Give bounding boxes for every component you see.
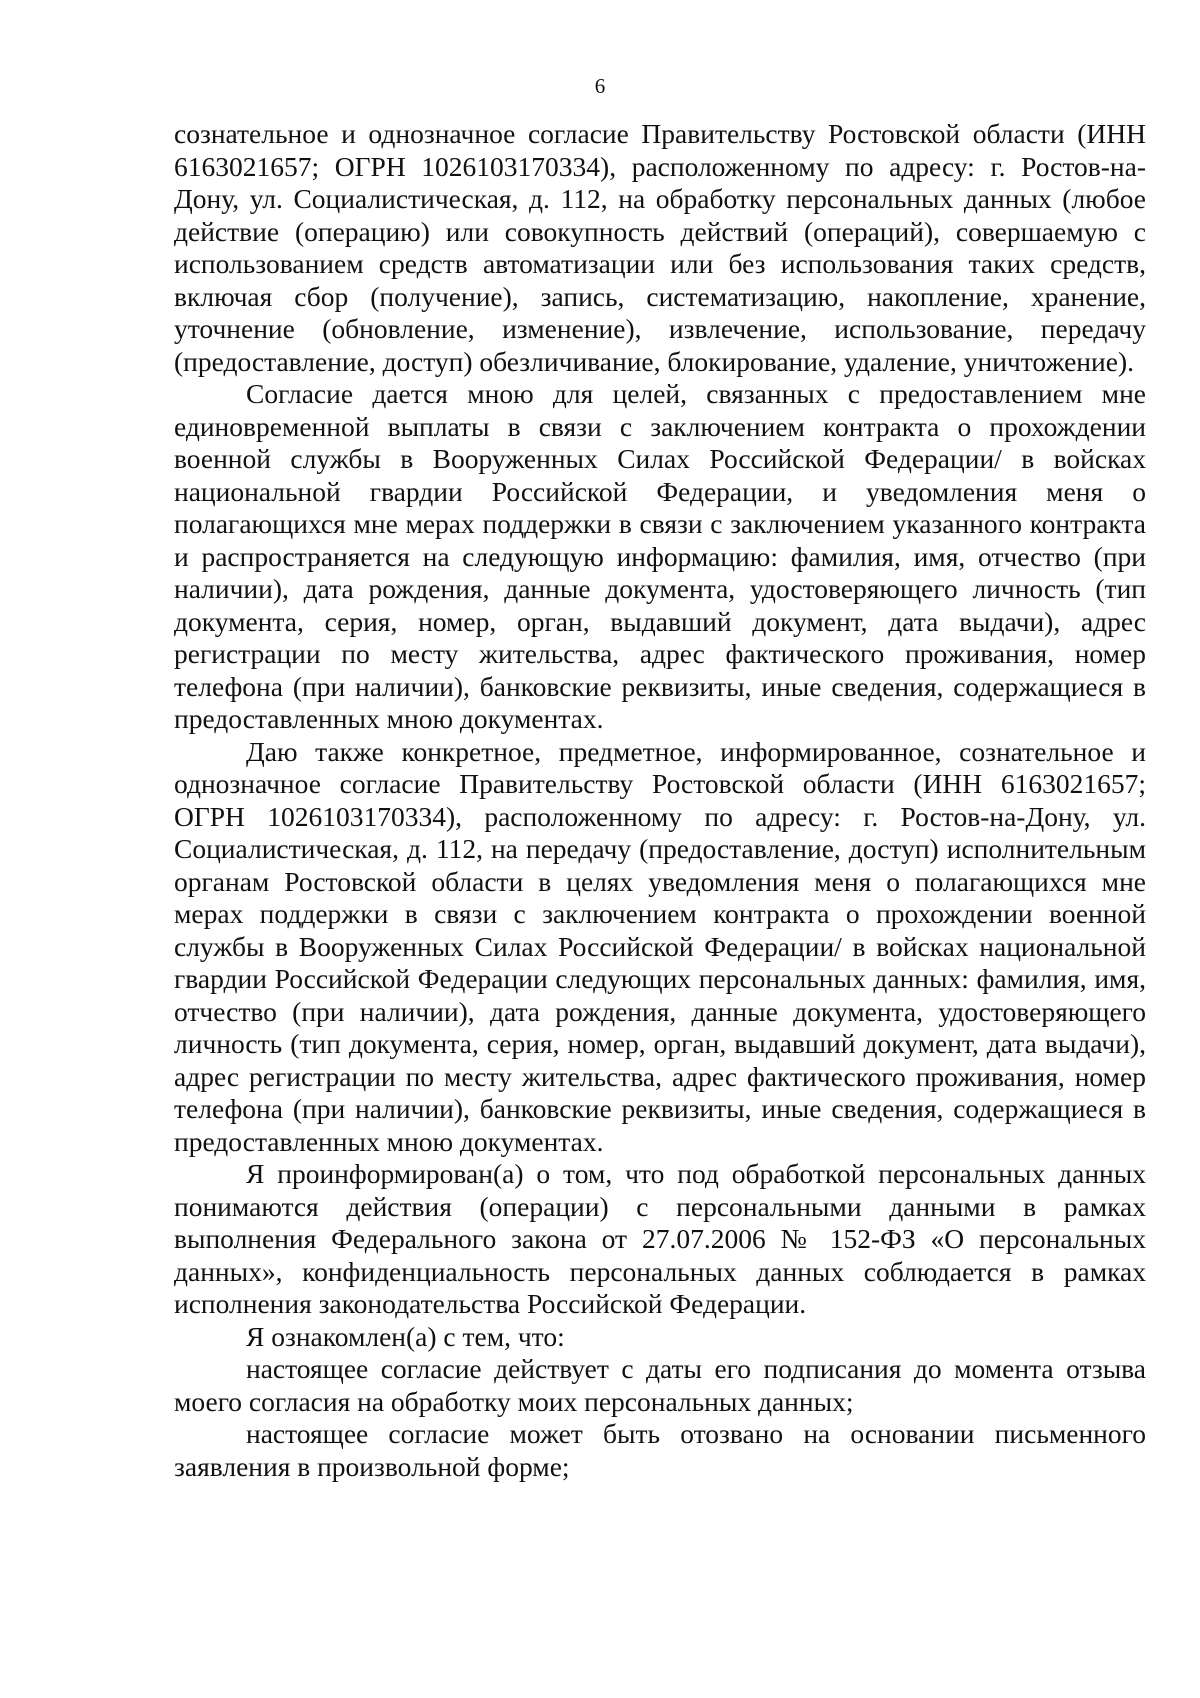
paragraph-informed: Я проинформирован(а) о том, что под обработкой персональных данных понимаются действия (операции) с персональными данными в рамках выполнения Федерального закона от 27.07.2006 № 152-ФЗ «О персональных данных», конфиденциальность персональных данных соблюдается в рамках исполнения законодательства Российской Федерации.	[174, 1158, 1146, 1319]
paragraph-validity: настоящее согласие действует с даты его подписания до момента отзыва моего согласия на обработку моих персональных данных;	[174, 1353, 1146, 1417]
paragraph-consent-purpose: Согласие дается мною для целей, связанных с предоставлением мне единовременной выплаты в связи с заключением контракта о прохождении военной службы в Вооруженных Силах Российской Федерации/ в войсках национальной гвардии Российской Федерации, и уведомления меня о полагающихся мне мерах поддержки в связи с заключением указанного контракта и распространяется на следующую информацию: фамилия, имя, отчество (при наличии), дата рождения, данные документа, удостоверяющего личность (тип документа, серия, номер, орган, выдавший документ, дата выдачи), адрес регистрации по месту жительства, адрес фактического проживания, номер телефона (при наличии), банковские реквизиты, иные сведения, содержащиеся в предоставленных мною документах.	[174, 378, 1146, 734]
paragraph-revocation: настоящее согласие может быть отозвано на основании письменного заявления в произвольной форме;	[174, 1418, 1146, 1482]
paragraph-consent-transfer: Даю также конкретное, предметное, информированное, сознательное и однозначное согласие Правительству Ростовской области (ИНН 6163021657; ОГРН 1026103170334), расположенному по адресу: г. Ростов-на-Дону, ул. Социалистическая, д. 112, на передачу (предоставление, доступ) исполнительным органам Ростовской области в целях уведомления меня о полагающихся мне мерах поддержки в связи с заключением контракта о прохождении военной службы в Вооруженных Силах Российской Федерации/ в войсках национальной гвардии Российской Федерации следующих персональных данных: фамилия, имя, отчество (при наличии), дата рождения, данные документа, удостоверяющего личность (тип документа, серия, номер, орган, выдавший документ, дата выдачи), адрес регистрации по месту жительства, адрес фактического проживания, номер телефона (при наличии), банковские реквизиты, иные сведения, содержащиеся в предоставленных мною документах.	[174, 735, 1146, 1157]
paragraph-acknowledged: Я ознакомлен(а) с тем, что:	[246, 1320, 565, 1352]
document-body	[174, 118, 1146, 1483]
paragraph-consent-processing: сознательное и однозначное согласие Правительству Ростовской области (ИНН 6163021657; ОГРН 1026103170334), расположенному по адресу: г. Ростов-на-Дону, ул. Социалистическая, д. 112, на обработку персональных данных (любое действие (операцию) или совокупность действий (операций), совершаемую с использованием средств автоматизации или без использования таких средств, включая сбор (получение), запись, систематизацию, накопление, хранение, уточнение (обновление, изменение), извлечение, использование, передачу (предоставление, доступ) обезличивание, блокирование, удаление, уничтожение).	[174, 118, 1146, 377]
page-number: 6	[594, 74, 606, 98]
